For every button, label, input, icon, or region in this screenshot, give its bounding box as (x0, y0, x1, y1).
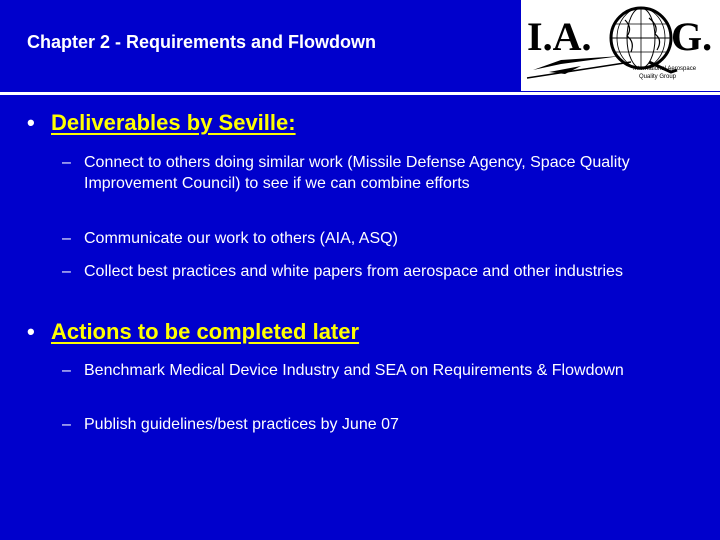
section-heading-text: Deliverables by Seville: (51, 110, 296, 135)
dash-icon: – (62, 416, 71, 433)
list-item (62, 152, 672, 194)
slide-title: Chapter 2 - Requirements and Flowdown (27, 32, 377, 52)
list-item-text: Connect to others doing similar work (Missile Defense Agency, Space Quality Improvement Council) to see if we can combine efforts (84, 154, 630, 192)
bullet-icon: • (27, 110, 35, 135)
list-item (62, 414, 672, 435)
list-item-text: Collect best practices and white papers from aerospace and other industries (84, 263, 623, 280)
section-heading-text: Actions to be completed later (51, 319, 360, 344)
logo-subtitle-line2: Quality Group (639, 74, 677, 80)
list-item-text: Benchmark Medical Device Industry and SEA on Requirements & Flowdown (84, 362, 624, 379)
logo-main-text-ia: I.A. (527, 14, 592, 59)
list-item (62, 228, 672, 249)
logo-main-text-g: G. (671, 14, 713, 59)
title-divider (0, 92, 720, 95)
dash-icon: – (62, 362, 71, 379)
dash-icon: – (62, 230, 71, 247)
section-heading-deliverables (27, 110, 296, 136)
list-item (62, 360, 672, 381)
dash-icon: – (62, 263, 71, 280)
list-item-text: Publish guidelines/best practices by June 07 (84, 416, 399, 433)
dash-icon: – (62, 154, 71, 171)
bullet-icon: • (27, 319, 35, 344)
iaqg-logo-graphic (521, 0, 720, 91)
list-item-text: Communicate our work to others (AIA, ASQ) (84, 230, 398, 247)
iaqg-logo (521, 0, 720, 91)
list-item (62, 261, 672, 282)
section-heading-actions (27, 319, 359, 345)
logo-subtitle-line1: International Aerospace (633, 66, 697, 72)
